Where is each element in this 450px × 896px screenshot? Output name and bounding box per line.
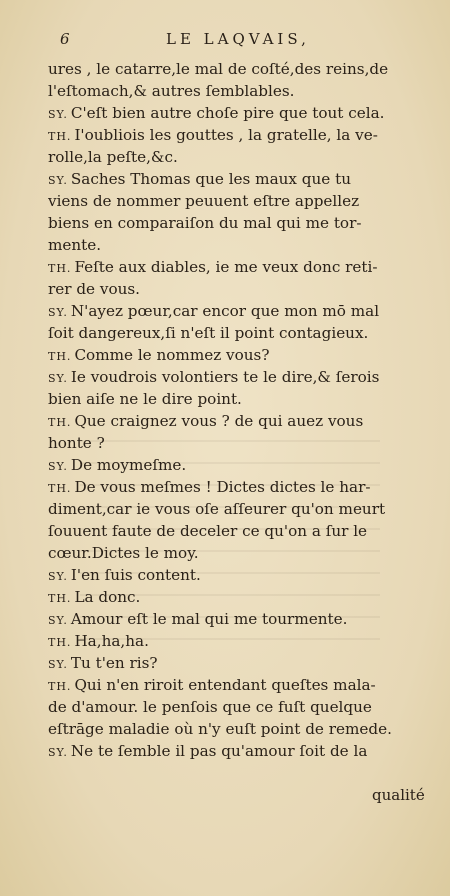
line-text: Saches Thomas que les maux que tu (70, 170, 351, 188)
text-line (48, 300, 440, 322)
text-line (48, 476, 440, 498)
speaker-label: TH. (48, 130, 72, 143)
line-text: ures , le catarre,le mal de coſté,des reins,de (48, 60, 389, 78)
text-line (48, 256, 440, 278)
line-text: biens en comparaiſon du mal qui me tor- (48, 214, 362, 232)
line-text: Que craignez vous ? de qui auez vous (74, 412, 364, 430)
line-text: Comme le nommez vous? (74, 346, 270, 364)
text-line (48, 696, 440, 718)
line-text: diment,car ie vous oſe aſſeurer qu'on meurt (48, 500, 386, 518)
text-line (48, 278, 440, 300)
text-line (48, 608, 440, 630)
speaker-label: TH. (48, 592, 72, 605)
text-line (48, 190, 440, 212)
text-line (48, 80, 440, 102)
line-text: viens de nommer peuuent eſtre appellez (48, 192, 360, 210)
line-text: mente. (48, 236, 102, 254)
speaker-label: TH. (48, 350, 72, 363)
text-line (48, 564, 440, 586)
line-text: Ie voudrois volontiers te le dire,& ſerois (70, 368, 380, 386)
line-text: Qui n'en riroit entendant queſtes mala- (74, 676, 376, 694)
text-line (48, 388, 440, 410)
speaker-label: SY. (48, 570, 68, 583)
text-line (48, 740, 440, 762)
line-text: ſoit dangereux,ſi n'eſt il point contagieux. (48, 324, 369, 342)
speaker-label: SY. (48, 174, 68, 187)
text-line (48, 652, 440, 674)
speaker-label: SY. (48, 460, 68, 473)
speaker-label: SY. (48, 108, 68, 121)
line-text: De moymeſme. (70, 456, 187, 474)
line-text: N'ayez pœur,car encor que mon mō mal (70, 302, 380, 320)
catchword: qualité (372, 786, 425, 804)
page-number: 6 (60, 30, 70, 48)
text-line (48, 498, 440, 520)
text-line (48, 124, 440, 146)
speaker-label: SY. (48, 746, 68, 759)
text-line (48, 586, 440, 608)
text-line (48, 520, 440, 542)
text-line (48, 542, 440, 564)
line-text: Ne te ſemble il pas qu'amour ſoit de la (70, 742, 368, 760)
text-line (48, 432, 440, 454)
text-line (48, 168, 440, 190)
line-text: I'en ſuis content. (70, 566, 201, 584)
text-line (48, 718, 440, 740)
page-header (48, 30, 420, 52)
text-line (48, 146, 440, 168)
dialogue-text (48, 58, 440, 762)
speaker-label: SY. (48, 372, 68, 385)
line-text: rer de vous. (48, 280, 141, 298)
speaker-label: SY. (48, 306, 68, 319)
line-text: Ha,ha,ha. (74, 632, 149, 650)
text-line (48, 366, 440, 388)
text-line (48, 674, 440, 696)
text-line (48, 234, 440, 256)
text-line (48, 212, 440, 234)
line-text: I'oubliois les gouttes , la gratelle, la ve- (74, 126, 378, 144)
line-text: de d'amour. le penſois que ce fuſt quelque (48, 698, 372, 716)
line-text: cœur.Dictes le moy. (48, 544, 199, 562)
line-text: honte ? (48, 434, 105, 452)
text-line (48, 410, 440, 432)
line-text: La donc. (74, 588, 141, 606)
line-text: ſouuent faute de deceler ce qu'on a ſur le (48, 522, 368, 540)
text-line (48, 344, 440, 366)
running-head: LE LAQVAIS, (166, 30, 310, 48)
line-text: Tu t'en ris? (70, 654, 158, 672)
speaker-label: TH. (48, 416, 72, 429)
text-line (48, 58, 440, 80)
line-text: De vous meſmes ! Dictes dictes le har- (74, 478, 371, 496)
line-text: Amour eſt le mal qui me tourmente. (70, 610, 348, 628)
line-text: bien aiſe ne le dire point. (48, 390, 242, 408)
line-text: rolle,la peſte,&c. (48, 148, 178, 166)
line-text: eſtrāge maladie où n'y euſt point de remede. (48, 720, 392, 738)
speaker-label: SY. (48, 658, 68, 671)
line-text: Feſte aux diables, ie me veux donc reti- (74, 258, 378, 276)
speaker-label: TH. (48, 680, 72, 693)
text-line (48, 454, 440, 476)
text-line (48, 102, 440, 124)
text-line (48, 322, 440, 344)
line-text: l'eſtomach,& autres ſemblables. (48, 82, 295, 100)
speaker-label: SY. (48, 614, 68, 627)
line-text: C'eſt bien autre choſe pire que tout cela. (70, 104, 385, 122)
text-line (48, 630, 440, 652)
speaker-label: TH. (48, 636, 72, 649)
speaker-label: TH. (48, 482, 72, 495)
speaker-label: TH. (48, 262, 72, 275)
